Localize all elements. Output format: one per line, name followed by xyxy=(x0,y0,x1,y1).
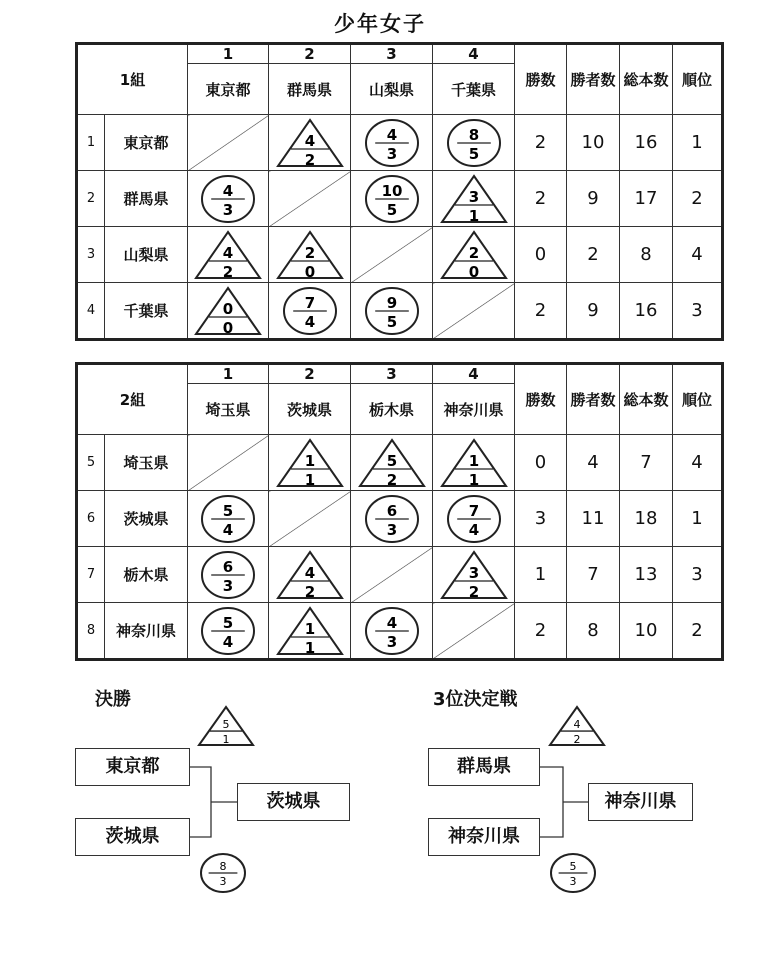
score-winner-count: 5 xyxy=(386,451,397,470)
wins: 2 xyxy=(515,171,567,227)
column-number: 2 xyxy=(269,364,351,384)
score-loser-count: 3 xyxy=(222,200,234,219)
score-winner-count: 3 xyxy=(468,187,479,206)
row-number: 6 xyxy=(77,491,105,547)
rank: 4 xyxy=(673,435,723,491)
score-loser-count: 1 xyxy=(304,470,315,488)
row-team-name: 栃木県 xyxy=(105,547,188,603)
rank: 4 xyxy=(673,227,723,283)
wins: 0 xyxy=(515,227,567,283)
column-team-header: 山梨県 xyxy=(351,64,433,115)
winner-count: 8 xyxy=(567,603,620,660)
winner-count: 4 xyxy=(567,435,620,491)
rank: 2 xyxy=(673,603,723,660)
score-loser-count: 5 xyxy=(386,200,397,219)
score-loser-count: 0 xyxy=(222,318,234,336)
final-score-b xyxy=(199,852,247,894)
row-team-name: 埼玉県 xyxy=(105,435,188,491)
score-winner-count: 0 xyxy=(222,299,234,318)
third-place-team-a: 群馬県 xyxy=(428,748,540,786)
score-top: 5 xyxy=(222,718,230,732)
winner-count: 9 xyxy=(567,283,620,340)
triangle-icon xyxy=(197,705,255,747)
final-team-a: 東京都 xyxy=(75,748,190,786)
score-loser-count: 4 xyxy=(222,632,234,651)
final-score-a xyxy=(197,705,255,747)
final-label: 決勝 xyxy=(95,689,131,710)
score-winner-count: 4 xyxy=(386,613,397,632)
score-loser-count: 3 xyxy=(386,520,397,539)
wins: 2 xyxy=(515,115,567,171)
winner-count: 7 xyxy=(567,547,620,603)
stat-header: 勝者数 xyxy=(567,364,620,435)
score-loser-count: 1 xyxy=(468,206,479,224)
row-team-name: 群馬県 xyxy=(105,171,188,227)
score-loser-count: 2 xyxy=(386,470,397,488)
wins: 2 xyxy=(515,603,567,660)
third-place-team-b: 神奈川県 xyxy=(428,818,540,856)
score-winner-count: 4 xyxy=(222,243,234,262)
score-winner-count: 4 xyxy=(222,181,234,200)
score-top: 5 xyxy=(569,860,577,873)
row-team-name: 神奈川県 xyxy=(105,603,188,660)
total-points: 10 xyxy=(620,603,673,660)
third-place-score-a xyxy=(548,705,606,747)
score-winner-count: 9 xyxy=(386,293,397,312)
row-number: 8 xyxy=(77,603,105,660)
row-number: 5 xyxy=(77,435,105,491)
total-points: 8 xyxy=(620,227,673,283)
row-team-name: 茨城県 xyxy=(105,491,188,547)
row-number: 4 xyxy=(77,283,105,340)
column-number: 1 xyxy=(188,44,269,64)
page-title: 少年女子 xyxy=(334,12,426,36)
score-winner-count: 4 xyxy=(304,563,315,582)
score-winner-count: 8 xyxy=(468,125,479,144)
score-top: 8 xyxy=(219,860,227,873)
rank: 1 xyxy=(673,115,723,171)
wins: 1 xyxy=(515,547,567,603)
third-place-winner: 神奈川県 xyxy=(588,783,693,821)
score-loser-count: 0 xyxy=(468,262,479,280)
circle-icon xyxy=(549,852,597,894)
column-team-header: 栃木県 xyxy=(351,384,433,435)
score-loser-count: 2 xyxy=(304,150,315,168)
score-loser-count: 1 xyxy=(468,470,479,488)
score-loser-count: 3 xyxy=(386,632,397,651)
total-points: 16 xyxy=(620,115,673,171)
row-number: 7 xyxy=(77,547,105,603)
rank: 3 xyxy=(673,283,723,340)
score-winner-count: 2 xyxy=(468,243,479,262)
row-number: 3 xyxy=(77,227,105,283)
winner-count: 9 xyxy=(567,171,620,227)
third-place-score-b xyxy=(549,852,597,894)
score-bottom: 1 xyxy=(222,733,230,747)
column-team-header: 神奈川県 xyxy=(433,384,515,435)
score-loser-count: 4 xyxy=(304,312,315,331)
stat-header: 勝数 xyxy=(515,364,567,435)
score-loser-count: 2 xyxy=(304,582,315,600)
score-loser-count: 4 xyxy=(468,520,479,539)
stat-header: 総本数 xyxy=(620,364,673,435)
score-winner-count: 3 xyxy=(468,563,479,582)
score-winner-count: 5 xyxy=(222,501,234,520)
group-label: 1組 xyxy=(77,44,188,115)
wins: 3 xyxy=(515,491,567,547)
stat-header: 総本数 xyxy=(620,44,673,115)
score-winner-count: 2 xyxy=(304,243,315,262)
stat-header: 順位 xyxy=(673,44,723,115)
score-winner-count: 4 xyxy=(304,131,315,150)
row-team-name: 千葉県 xyxy=(105,283,188,340)
score-bottom: 2 xyxy=(573,733,581,747)
column-number: 3 xyxy=(351,364,433,384)
third-place-label: 3位決定戦 xyxy=(433,689,518,710)
total-points: 13 xyxy=(620,547,673,603)
score-loser-count: 5 xyxy=(386,312,397,331)
row-team-name: 山梨県 xyxy=(105,227,188,283)
score-bottom: 3 xyxy=(219,875,227,888)
stat-header: 勝者数 xyxy=(567,44,620,115)
total-points: 17 xyxy=(620,171,673,227)
rank: 1 xyxy=(673,491,723,547)
stat-header: 順位 xyxy=(673,364,723,435)
score-winner-count: 7 xyxy=(304,293,315,312)
final-winner: 茨城県 xyxy=(237,783,350,821)
row-team-name: 東京都 xyxy=(105,115,188,171)
score-loser-count: 2 xyxy=(468,582,479,600)
rank: 3 xyxy=(673,547,723,603)
score-loser-count: 4 xyxy=(222,520,234,539)
column-team-header: 群馬県 xyxy=(269,64,351,115)
score-winner-count: 5 xyxy=(222,613,234,632)
score-loser-count: 2 xyxy=(222,262,234,280)
score-winner-count: 1 xyxy=(304,451,315,470)
final-team-b: 茨城県 xyxy=(75,818,190,856)
column-number: 4 xyxy=(433,44,515,64)
score-winner-count: 7 xyxy=(468,501,479,520)
column-team-header: 千葉県 xyxy=(433,64,515,115)
score-loser-count: 5 xyxy=(468,144,479,163)
total-points: 7 xyxy=(620,435,673,491)
score-top: 4 xyxy=(573,718,581,732)
rank: 2 xyxy=(673,171,723,227)
column-number: 4 xyxy=(433,364,515,384)
score-loser-count: 0 xyxy=(304,262,315,280)
score-loser-count: 3 xyxy=(386,144,397,163)
group-label: 2組 xyxy=(77,364,188,435)
wins: 2 xyxy=(515,283,567,340)
column-team-header: 東京都 xyxy=(188,64,269,115)
total-points: 16 xyxy=(620,283,673,340)
winner-count: 10 xyxy=(567,115,620,171)
column-number: 3 xyxy=(351,44,433,64)
wins: 0 xyxy=(515,435,567,491)
total-points: 18 xyxy=(620,491,673,547)
column-team-header: 茨城県 xyxy=(269,384,351,435)
row-number: 2 xyxy=(77,171,105,227)
score-winner-count: 1 xyxy=(304,619,315,638)
circle-icon xyxy=(199,852,247,894)
score-loser-count: 3 xyxy=(222,576,234,595)
score-winner-count: 1 xyxy=(468,451,479,470)
stat-header: 勝数 xyxy=(515,44,567,115)
winner-count: 11 xyxy=(567,491,620,547)
score-winner-count: 4 xyxy=(386,125,397,144)
column-team-header: 埼玉県 xyxy=(188,384,269,435)
row-number: 1 xyxy=(77,115,105,171)
winner-count: 2 xyxy=(567,227,620,283)
score-bottom: 3 xyxy=(569,875,577,888)
score-winner-count: 6 xyxy=(386,501,397,520)
score-loser-count: 1 xyxy=(304,638,315,656)
triangle-icon xyxy=(548,705,606,747)
score-winner-count: 6 xyxy=(222,557,234,576)
score-winner-count: 10 xyxy=(381,181,402,200)
column-number: 2 xyxy=(269,44,351,64)
column-number: 1 xyxy=(188,364,269,384)
